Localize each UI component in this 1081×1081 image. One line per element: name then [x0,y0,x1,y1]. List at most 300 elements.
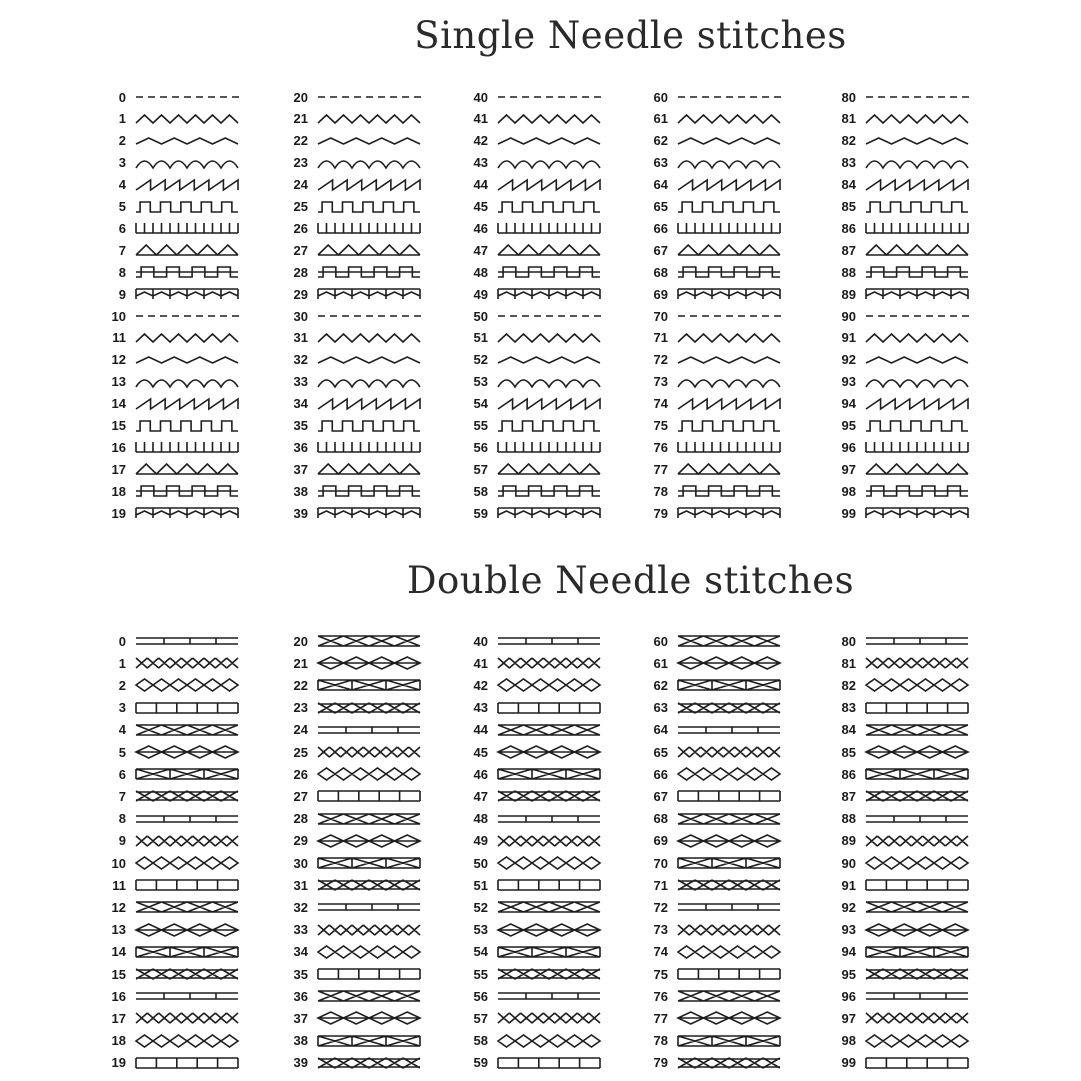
stitch-pattern-line [498,486,600,496]
stitch-number: 24 [293,177,308,193]
stitch-pattern-icon [676,154,782,172]
stitch-pattern-icon [676,176,782,194]
stitch-pattern-line [678,946,780,958]
stitch-pattern-icon [496,832,602,850]
stitch-pattern-icon [134,438,240,456]
stitch-row [642,1030,782,1052]
stitch-number: 68 [653,811,668,827]
stitch-number: 6 [118,766,126,782]
stitch-pattern-icon [864,921,970,939]
stitch-number: 69 [653,286,668,302]
stitch-row [100,261,240,283]
stitch-number: 36 [293,988,308,1004]
stitch-number: 56 [473,439,488,455]
stitch-pattern-line [136,658,238,668]
stitch-row [462,174,602,196]
stitch-pattern-icon [864,832,970,850]
stitch-number: 77 [653,1010,668,1026]
stitch-pattern-icon [676,307,782,325]
stitch-pattern-icon [676,1054,782,1072]
stitch-pattern-line [318,925,420,935]
stitch-row [100,697,240,719]
stitch-number: 59 [473,1055,488,1071]
stitch-number: 36 [293,439,308,455]
stitch-pattern-line [136,947,238,957]
stitch-row [462,305,602,327]
stitch-pattern-icon [316,285,422,303]
stitch-pattern-icon [676,438,782,456]
stitch-pattern-icon [864,329,970,347]
stitch-row [462,985,602,1007]
stitch-pattern-line [136,267,238,277]
stitch-pattern-icon [864,219,970,237]
stitch-number: 34 [293,396,308,412]
stitch-row [830,719,970,741]
stitch-pattern-icon [134,699,240,717]
stitch-pattern-icon [864,395,970,413]
stitch-pattern-icon [134,987,240,1005]
stitch-pattern-line [498,245,600,255]
stitch-pattern-line [498,658,600,668]
stitch-pattern-line [866,267,968,277]
stitch-pattern-line [318,245,420,255]
stitch-pattern-icon [134,285,240,303]
stitch-number: 62 [653,133,668,149]
stitch-pattern-line [498,442,600,452]
stitch-pattern-icon [316,721,422,739]
stitch-pattern-line [498,399,600,409]
stitch-row [830,1030,970,1052]
stitch-pattern-line [318,991,420,1001]
stitch-pattern-icon [864,482,970,500]
stitch-pattern-icon [316,832,422,850]
stitch-pattern-line [678,267,780,277]
stitch-row [830,763,970,785]
stitch-number: 12 [111,899,126,915]
stitch-pattern-icon [316,482,422,500]
stitch-row [100,763,240,785]
stitch-number: 64 [653,177,668,193]
stitch-pattern-line [866,947,968,957]
stitch-row [642,130,782,152]
stitch-number: 47 [473,788,488,804]
stitch-pattern-icon [864,438,970,456]
stitch-row [100,371,240,393]
stitch-number: 78 [653,1033,668,1049]
stitch-number: 4 [118,177,126,193]
stitch-pattern-icon [316,1032,422,1050]
stitch-row [642,261,782,283]
stitch-number: 40 [473,89,488,105]
stitch-number: 12 [111,352,126,368]
stitch-number: 88 [841,811,856,827]
stitch-number: 97 [841,461,856,477]
stitch-pattern-line [498,223,600,233]
stitch-row [642,349,782,371]
stitch-row [830,349,970,371]
stitch-number: 79 [653,1055,668,1071]
stitch-row [100,963,240,985]
stitch-pattern-line [678,161,780,168]
stitch-pattern-line [498,769,600,779]
stitch-number: 96 [841,988,856,1004]
stitch-number: 22 [293,677,308,693]
stitch-pattern-icon [676,1032,782,1050]
stitch-pattern-line [136,638,238,644]
stitch-pattern-icon [316,307,422,325]
stitch-number: 28 [293,811,308,827]
stitch-pattern-icon [316,373,422,391]
stitch-pattern-icon [676,654,782,672]
stitch-number: 93 [841,922,856,938]
stitch-number: 52 [473,899,488,915]
stitch-number: 17 [111,461,126,477]
stitch-pattern-line [318,161,420,168]
stitch-row [830,436,970,458]
stitch-number: 78 [653,483,668,499]
stitch-pattern-icon [864,765,970,783]
stitch-row [282,196,422,218]
stitch-number: 66 [653,220,668,236]
stitch-number: 13 [111,374,126,390]
stitch-pattern-icon [864,307,970,325]
stitch-number: 27 [293,242,308,258]
stitch-pattern-icon [676,810,782,828]
stitch-pattern-line [136,902,238,912]
stitch-row [100,217,240,239]
stitch-row [100,941,240,963]
stitch-row [282,630,422,652]
stitch-number: 61 [653,655,668,671]
stitch-number: 91 [841,330,856,346]
stitch-pattern-line [136,289,238,299]
stitch-pattern-icon [316,765,422,783]
stitch-pattern-icon [676,787,782,805]
stitch-pattern-line [136,791,238,801]
stitch-number: 26 [293,220,308,236]
stitch-row [462,674,602,696]
stitch-row [830,174,970,196]
stitch-pattern-line [136,115,238,123]
stitch-pattern-line [136,857,238,869]
stitch-number: 14 [111,944,126,960]
stitch-pattern-icon [316,654,422,672]
stitch-pattern-line [136,442,238,452]
stitch-row [462,697,602,719]
stitch-pattern-line [318,1012,420,1024]
stitch-number: 47 [473,242,488,258]
stitch-number: 16 [111,988,126,1004]
stitch-row [282,349,422,371]
stitch-pattern-line [866,161,968,168]
stitch-pattern-line [678,357,780,363]
stitch-row [282,108,422,130]
stitch-pattern-line [136,202,238,212]
stitch-pattern-line [498,993,600,999]
stitch-pattern-icon [496,743,602,761]
stitch-pattern-icon [316,632,422,650]
stitch-pattern-icon [864,676,970,694]
stitch-pattern-icon [864,854,970,872]
stitch-pattern-line [866,421,968,431]
stitch-row [282,436,422,458]
stitch-number: 82 [841,677,856,693]
stitch-row [282,1030,422,1052]
stitch-pattern-icon [134,482,240,500]
stitch-pattern-icon [496,351,602,369]
stitch-pattern-icon [316,987,422,1005]
stitch-row [462,152,602,174]
stitch-pattern-line [678,747,780,757]
stitch-pattern-icon [496,810,602,828]
stitch-row [282,874,422,896]
stitch-row [100,919,240,941]
stitch-pattern-line [136,508,238,518]
double-needle-section [0,545,1081,1081]
stitch-row [100,808,240,830]
stitch-row [462,1007,602,1029]
stitch-row [462,1030,602,1052]
stitch-pattern-line [136,357,238,363]
stitch-pattern-line [318,442,420,452]
stitch-pattern-line [498,180,600,190]
stitch-number: 20 [293,89,308,105]
stitch-pattern-line [318,703,420,713]
stitch-pattern-icon [134,460,240,478]
stitch-pattern-icon [864,241,970,259]
stitch-number: 77 [653,461,668,477]
stitch-pattern-line [866,202,968,212]
stitch-pattern-icon [134,676,240,694]
stitch-number: 99 [841,505,856,521]
stitch-row [282,480,422,502]
stitch-number: 89 [841,286,856,302]
stitch-row [642,1007,782,1029]
stitch-row [462,458,602,480]
stitch-row [642,108,782,130]
stitch-row [100,86,240,108]
stitch-pattern-icon [864,460,970,478]
stitch-pattern-icon [676,285,782,303]
stitch-pattern-icon [496,307,602,325]
stitch-number: 25 [293,744,308,760]
stitch-number: 32 [293,352,308,368]
stitch-pattern-icon [134,417,240,435]
stitch-pattern-icon [496,676,602,694]
stitch-row [830,415,970,437]
stitch-number: 0 [118,633,126,649]
stitch-number: 71 [653,330,668,346]
stitch-row [282,674,422,696]
stitch-pattern-icon [134,876,240,894]
stitch-row [462,963,602,985]
stitch-number: 97 [841,1010,856,1026]
stitch-number: 30 [293,855,308,871]
stitch-number: 43 [473,155,488,171]
stitch-pattern-line [866,880,968,890]
stitch-number: 35 [293,966,308,982]
stitch-pattern-icon [864,504,970,522]
stitch-pattern-icon [316,965,422,983]
stitch-row [642,415,782,437]
stitch-number: 23 [293,155,308,171]
stitch-pattern-line [136,421,238,431]
stitch-pattern-icon [676,329,782,347]
stitch-pattern-icon [676,832,782,850]
stitch-pattern-line [678,1058,780,1068]
stitch-row [830,327,970,349]
stitch-row [100,1007,240,1029]
stitch-number: 90 [841,855,856,871]
stitch-pattern-icon [676,373,782,391]
stitch-row [100,741,240,763]
stitch-number: 50 [473,308,488,324]
stitch-pattern-icon [864,965,970,983]
stitch-pattern-icon [316,88,422,106]
stitch-row [100,719,240,741]
stitch-row [642,874,782,896]
stitch-row [642,963,782,985]
stitch-row [100,674,240,696]
stitch-pattern-line [318,727,420,733]
stitch-row [830,852,970,874]
stitch-number: 1 [118,655,126,671]
stitch-number: 46 [473,220,488,236]
stitch-pattern-line [678,289,780,299]
stitch-row [462,371,602,393]
stitch-row [100,830,240,852]
stitch-number: 28 [293,264,308,280]
stitch-number: 49 [473,833,488,849]
stitch-pattern-icon [134,176,240,194]
stitch-number: 19 [111,1055,126,1071]
stitch-pattern-line [678,791,780,801]
stitch-pattern-icon [864,898,970,916]
stitch-pattern-icon [496,417,602,435]
stitch-number: 40 [473,633,488,649]
stitch-row [462,108,602,130]
stitch-pattern-icon [134,965,240,983]
stitch-pattern-icon [864,810,970,828]
stitch-pattern-icon [676,263,782,281]
stitch-pattern-icon [134,504,240,522]
stitch-pattern-icon [316,810,422,828]
stitch-row [642,283,782,305]
stitch-pattern-line [866,658,968,668]
stitch-number: 61 [653,111,668,127]
stitch-pattern-icon [134,88,240,106]
stitch-pattern-icon [134,198,240,216]
stitch-pattern-icon [864,943,970,961]
stitch-pattern-line [866,508,968,518]
stitch-number: 58 [473,1033,488,1049]
stitch-pattern-icon [676,699,782,717]
stitch-pattern-line [678,925,780,935]
stitch-pattern-icon [496,721,602,739]
stitch-pattern-line [866,380,968,387]
stitch-row [282,719,422,741]
stitch-row [462,652,602,674]
stitch-pattern-icon [676,876,782,894]
stitch-number: 89 [841,833,856,849]
stitch-number: 39 [293,505,308,521]
stitch-row [830,830,970,852]
stitch-pattern-line [866,223,968,233]
stitch-number: 18 [111,483,126,499]
stitch-pattern-icon [316,1054,422,1072]
stitch-pattern-line [498,115,600,123]
stitch-number: 68 [653,264,668,280]
stitch-row [100,502,240,524]
stitch-number: 18 [111,1033,126,1049]
stitch-number: 83 [841,700,856,716]
stitch-number: 2 [118,677,126,693]
stitch-number: 51 [473,877,488,893]
stitch-pattern-icon [316,329,422,347]
stitch-row [282,741,422,763]
stitch-pattern-icon [496,460,602,478]
stitch-pattern-icon [676,676,782,694]
stitch-row [830,963,970,985]
stitch-pattern-icon [134,721,240,739]
stitch-pattern-line [318,180,420,190]
stitch-row [282,763,422,785]
stitch-row [642,763,782,785]
stitch-pattern-icon [134,263,240,281]
stitch-row [100,283,240,305]
stitch-number: 83 [841,155,856,171]
stitch-pattern-icon [134,373,240,391]
stitch-row [100,196,240,218]
stitch-row [282,852,422,874]
stitch-pattern-icon [496,632,602,650]
stitch-pattern-line [318,814,420,824]
stitch-pattern-icon [864,373,970,391]
stitch-row [282,985,422,1007]
stitch-number: 72 [653,352,668,368]
stitch-pattern-line [498,357,600,363]
stitch-number: 75 [653,966,668,982]
stitch-row [282,458,422,480]
stitch-pattern-icon [134,110,240,128]
stitch-number: 8 [118,811,126,827]
stitch-pattern-icon [316,699,422,717]
stitch-number: 74 [653,944,668,960]
stitch-pattern-icon [864,198,970,216]
double-needle-title: Double Needle stitches [406,559,855,602]
stitch-pattern-line [678,245,780,255]
stitch-pattern-icon [134,854,240,872]
stitch-row [830,261,970,283]
stitch-pattern-icon [316,395,422,413]
stitch-pattern-line [866,638,968,644]
stitch-number: 10 [111,855,126,871]
stitch-pattern-icon [864,1009,970,1027]
stitch-pattern-icon [496,395,602,413]
stitch-number: 4 [118,722,126,738]
stitch-pattern-line [136,464,238,474]
stitch-row [830,985,970,1007]
stitch-row [100,239,240,261]
stitch-row [100,305,240,327]
stitch-number: 2 [118,133,126,149]
stitch-row [830,785,970,807]
stitch-pattern-icon [864,876,970,894]
stitch-pattern-line [498,816,600,822]
stitch-pattern-line [678,508,780,518]
stitch-number: 63 [653,700,668,716]
stitch-pattern-line [318,880,420,890]
